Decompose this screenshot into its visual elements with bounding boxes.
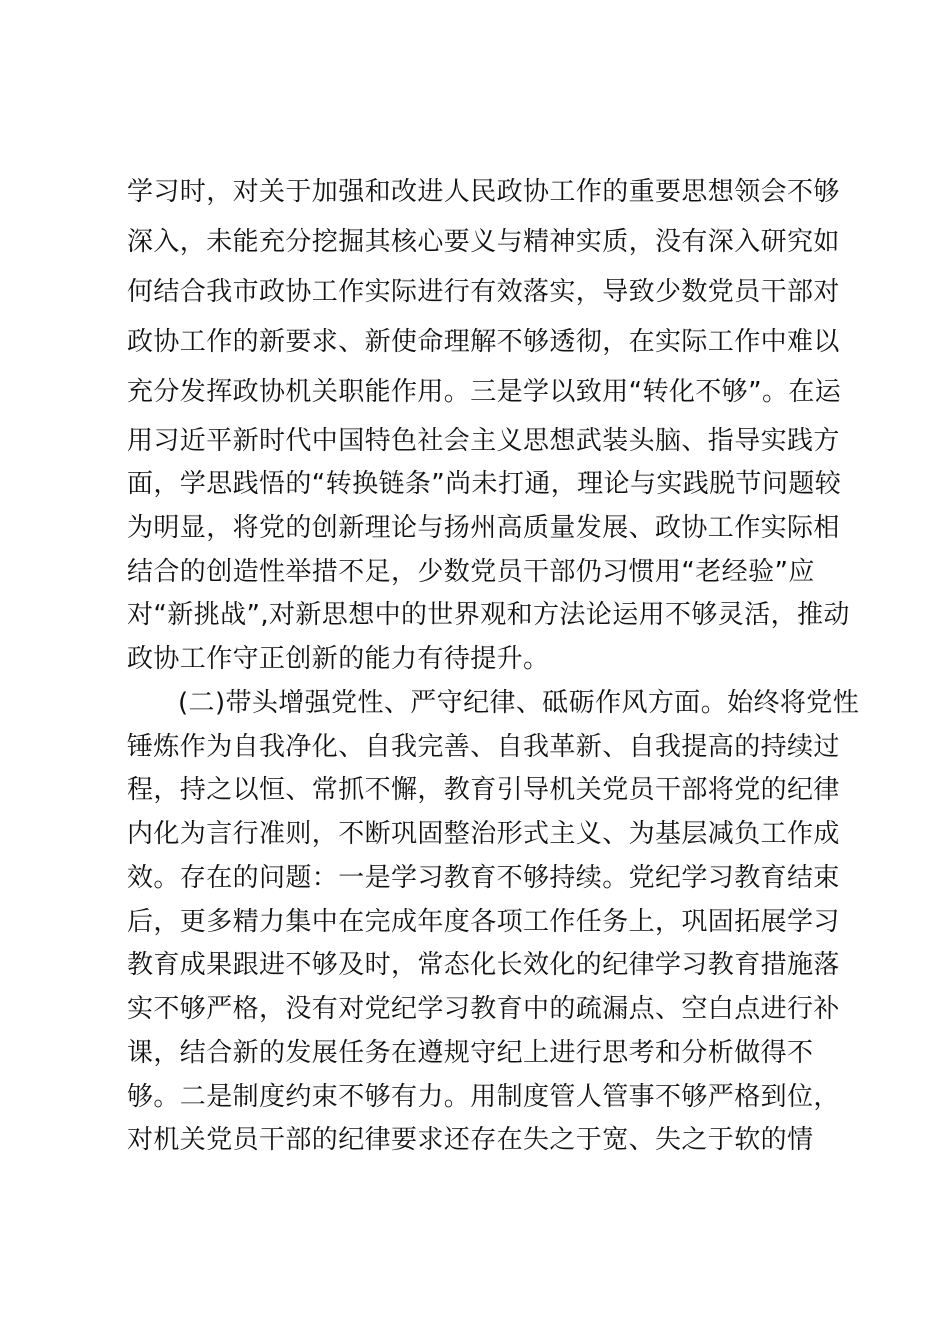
text-line: 对“新挑战”,对新思想中的世界观和方法论运用不够灵活，推动 [127,600,850,630]
text-line: 面，学思践悟的“转换链条”尚未打通，理论与实践脱节问题较 [127,469,842,499]
text-line: 为明显，将党的创新理论与扬州高质量发展、政协工作实际相 [127,513,840,543]
text-line: 锤炼作为自我净化、自我完善、自我革新、自我提高的持续过 [127,732,840,762]
text-line: 内化为言行准则，不断巩固整治形式主义、为基层减负工作成 [127,819,840,849]
text-line: 政协工作的新要求、新使命理解不够透彻，在实际工作中难以 [127,327,840,357]
text-line: 够。二是制度约束不够有力。用制度管人管事不够严格到位， [127,1082,840,1112]
text-line: 充分发挥政协机关职能作用。三是学以致用“转化不够”。在运 [127,377,842,407]
text-line: 课，结合新的发展任务在遵规守纪上进行思考和分析做得不 [127,1038,814,1068]
text-line: 后，更多精力集中在完成年度各项工作任务上，巩固拓展学习 [127,907,840,937]
text-line: 程，持之以恒、常抓不懈，教育引导机关党员干部将党的纪律 [127,775,840,805]
section-heading-line: (二)带头增强党性、严守纪律、砥砺作风方面。始终将党性 [178,688,860,718]
text-line: 何结合我市政协工作实际进行有效落实，导致少数党员干部对 [127,277,840,307]
text-line: 结合的创造性举措不足，少数党员干部仍习惯用“老经验”应 [127,557,815,587]
text-line: 实不够严格，没有对党纪学习教育中的疏漏点、空白点进行补 [127,994,840,1024]
text-line: 学习时，对关于加强和改进人民政协工作的重要思想领会不够 [127,177,840,207]
text-line: 效。存在的问题：一是学习教育不够持续。党纪学习教育结束 [127,863,840,893]
text-line: 对机关党员干部的纪律要求还存在失之于宽、失之于软的情 [127,1125,814,1155]
text-line: 深入，未能充分挖掘其核心要义与精神实质，没有深入研究如 [127,227,840,257]
text-line: 教育成果跟进不够及时，常态化长效化的纪律学习教育措施落 [127,950,840,980]
text-line: 政协工作守正创新的能力有待提升。 [127,644,550,674]
text-line: 用习近平新时代中国特色社会主义思想武装头脑、指导实践方 [127,426,840,456]
